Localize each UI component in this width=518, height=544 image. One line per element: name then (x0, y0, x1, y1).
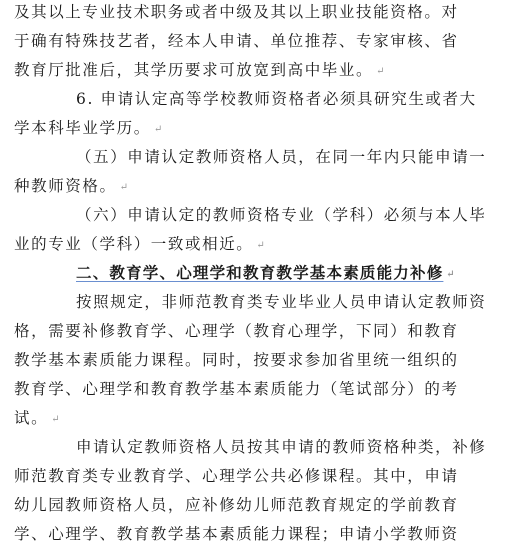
paragraph-mark-icon: ↵ (51, 414, 60, 425)
text-line: （五）申请认定教师资格人员，在同一年内只能申请一 (76, 148, 487, 166)
paragraph-mark-icon: ↵ (153, 124, 163, 135)
text-line: 学、心理学、教育教学基本素质能力课程；申请小学教师资 (14, 525, 459, 543)
paragraph-mark-icon: ↵ (256, 240, 265, 251)
paragraph-mark-icon: ↵ (376, 66, 385, 77)
text-line: 按照规定，非师范教育类专业毕业人员申请认定教师资 (76, 293, 487, 311)
text-line: 种教师资格。 ↵ (14, 177, 128, 195)
text-line: 业的专业（学科）一致或相近。 ↵ (14, 235, 265, 253)
text-line: 试。 ↵ (14, 409, 60, 427)
text-line: 教学基本素质能力课程。同时，按要求参加省里统一组织的 (14, 351, 459, 369)
paragraph-mark-icon: ↵ (119, 182, 128, 193)
text-line: （六）申请认定的教师资格专业（学科）必须与本人毕 (76, 206, 487, 224)
text-line: 教育学、心理学和教育教学基本素质能力（笔试部分）的考 (14, 380, 459, 398)
text-line: 教育厅批准后，其学历要求可放宽到高中毕业。 ↵ (14, 61, 385, 79)
paragraph-mark-icon: ↵ (446, 269, 455, 280)
section-heading: 二、教育学、心理学和教育教学基本素质能力补修 ↵ (76, 263, 455, 282)
text-line: 于确有特殊技艺者，经本人申请、单位推荐、专家审核、省 (14, 32, 459, 50)
text-line: 师范教育类专业教育学、心理学公共必修课程。其中，申请 (14, 467, 459, 485)
text-line: 及其以上专业技术职务或者中级及其以上职业技能资格。对 (14, 3, 459, 21)
text-line: 学本科毕业学历。 ↵ (14, 119, 163, 137)
text-line: 格，需要补修教育学、心理学（教育心理学，下同）和教育 (14, 322, 459, 340)
text-line: 申请认定教师资格人员按其申请的教师资格种类，补修 (76, 438, 487, 456)
text-line: 6. 申请认定高等学校教师资格者必须具研究生或者大 (76, 90, 477, 108)
text-line: 幼儿园教师资格人员，应补修幼儿师范教育规定的学前教育 (14, 496, 459, 514)
